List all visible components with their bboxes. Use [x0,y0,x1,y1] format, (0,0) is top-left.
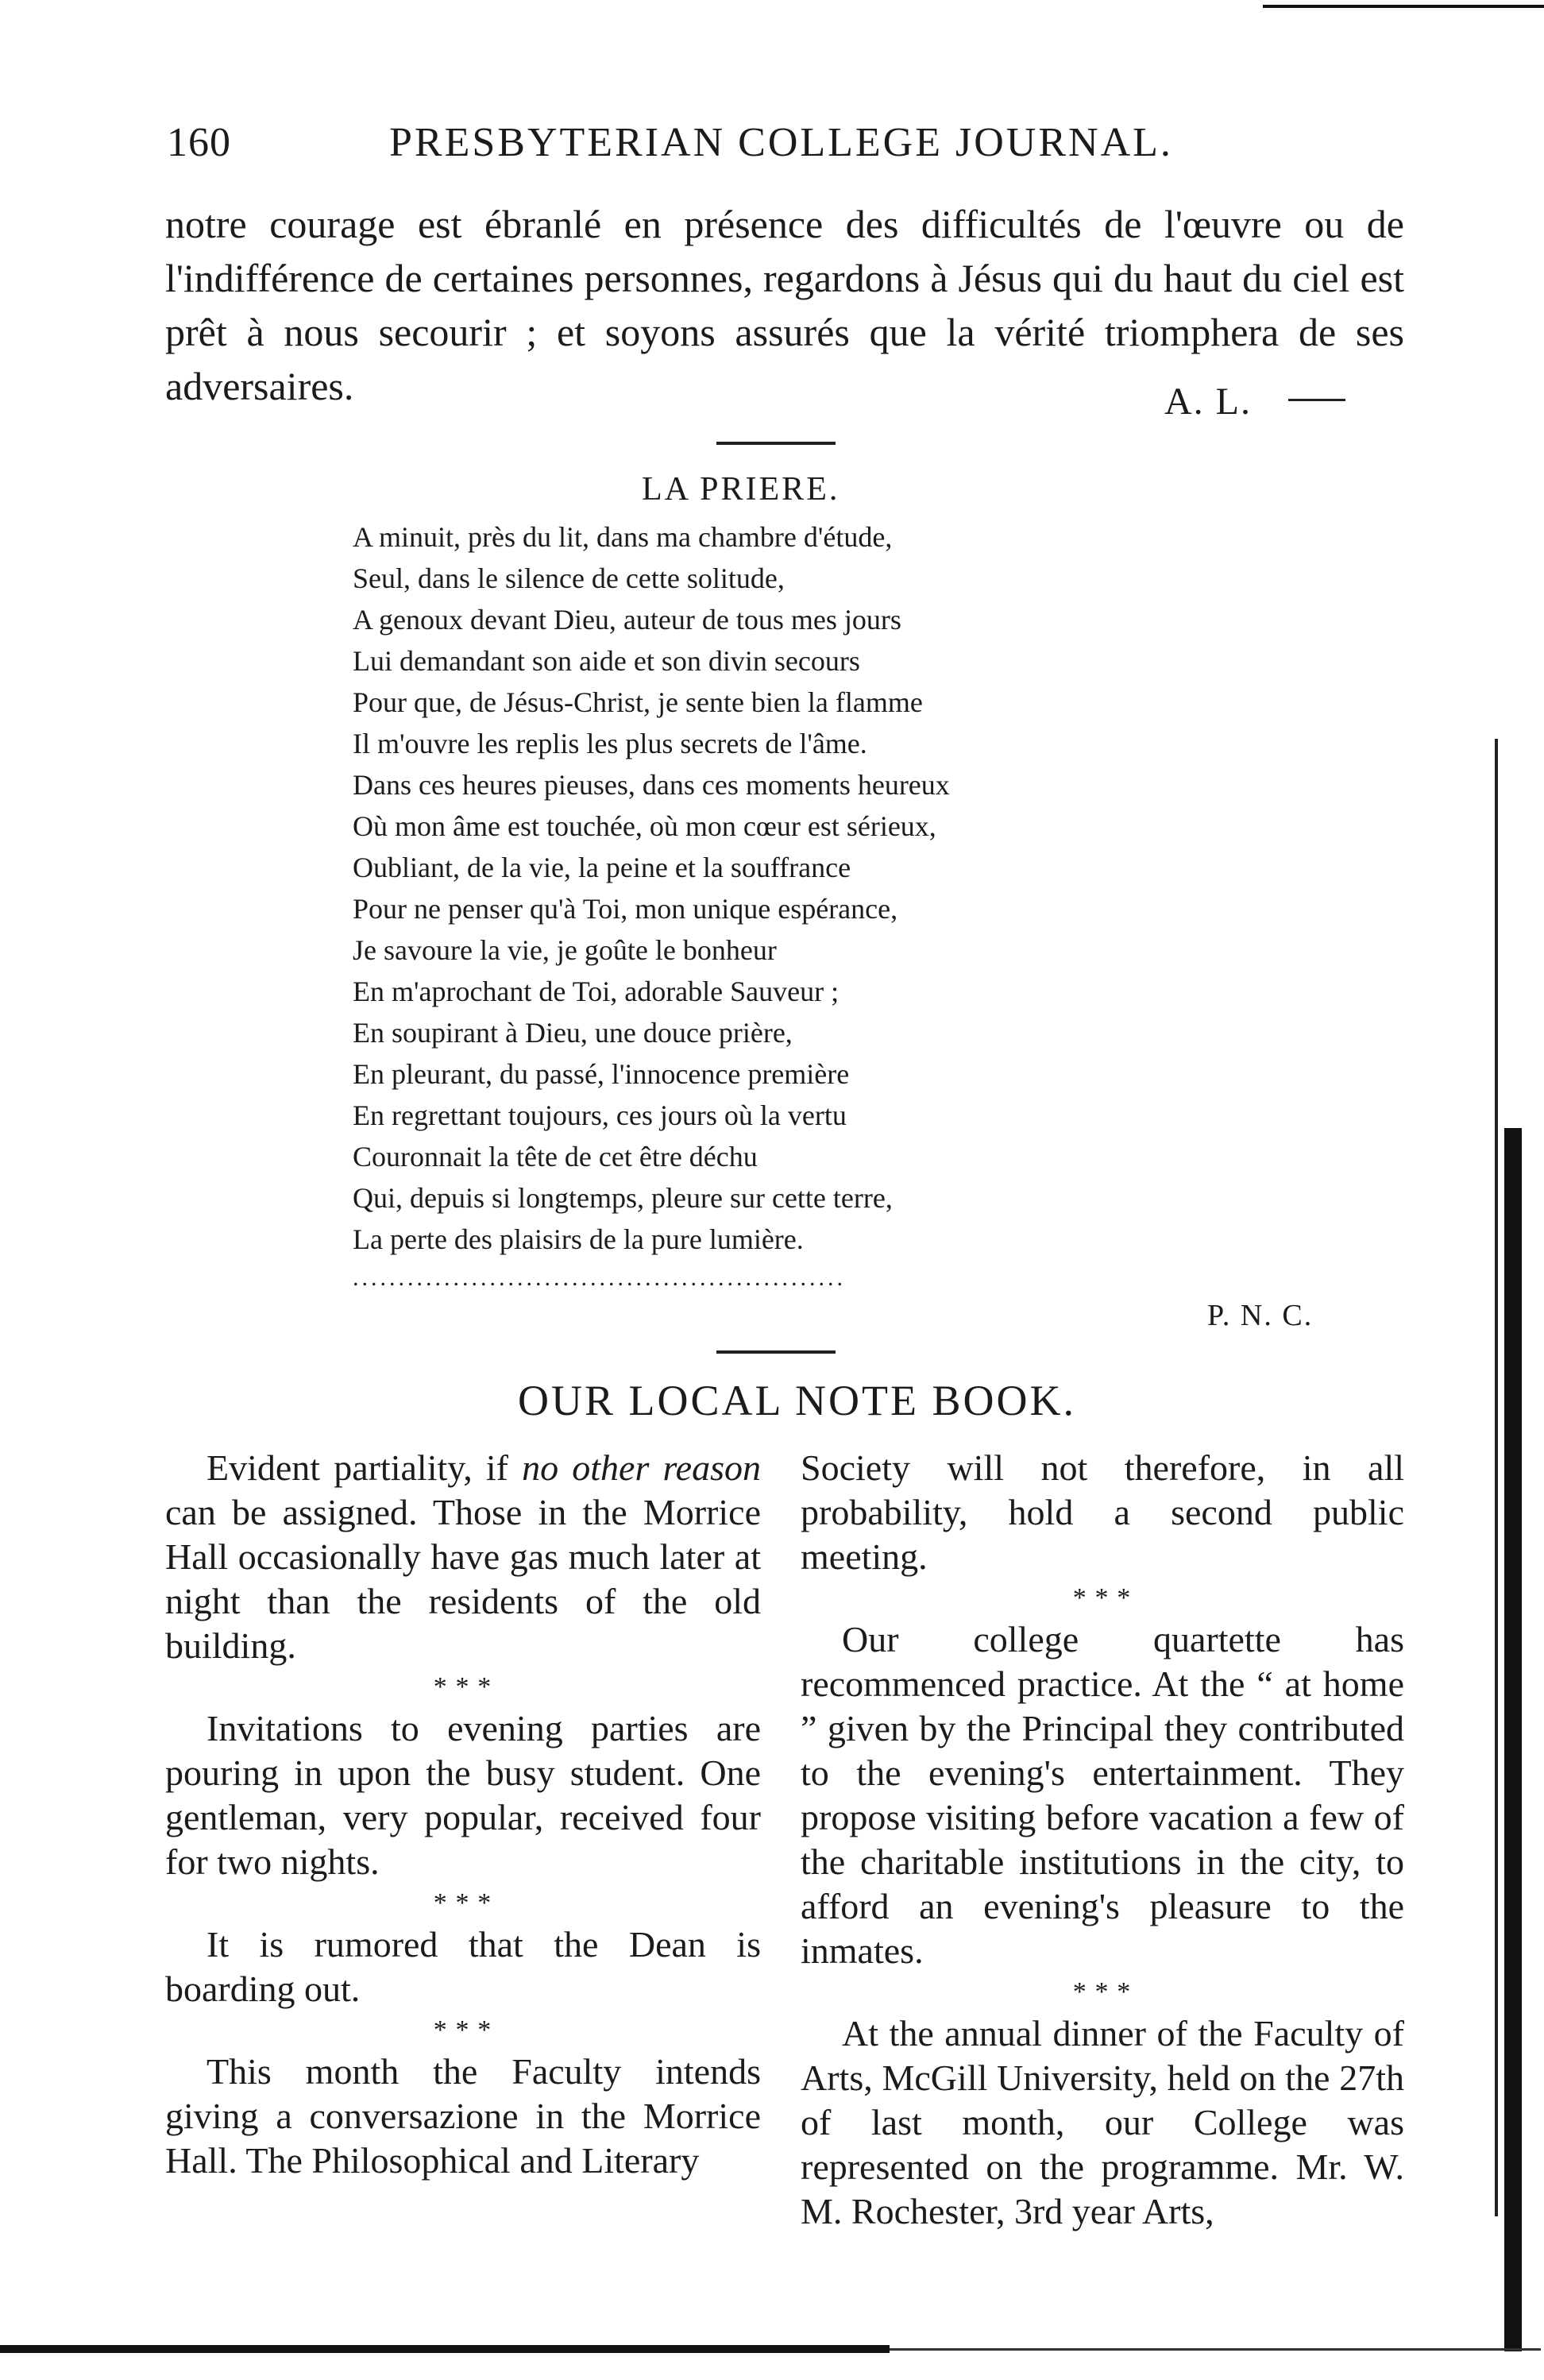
asterism: * * * [1072,1583,1133,1613]
section-title: OUR LOCAL NOTE BOOK. [518,1377,1076,1424]
article-signature: A. L. [1164,381,1252,423]
poem-line: A minuit, près du lit, dans ma chambre d'étude, [353,521,893,553]
signature-dash [1288,399,1345,401]
poem-line: Dans ces heures pieuses, dans ces moments heureux [353,769,950,801]
poem-line: A genoux devant Dieu, auteur de tous mes jours [353,604,901,636]
poem-line: Je savoure la vie, je goûte le bonheur [353,934,777,966]
scan-border-top [1263,5,1544,8]
column-left [165,1446,761,2183]
asterism: * * * [433,1672,493,1702]
poem-title: LA PRIERE. [642,471,840,508]
scan-border-bottom-thin [890,2348,1541,2351]
poem-line: En pleurant, du passé, l'innocence première [353,1058,850,1090]
poem-line: La perte des plaisirs de la pure lumière. [353,1223,804,1255]
note-paragraph: It is rumored that the Dean is boarding out. [165,1924,761,2009]
section-divider [716,442,836,445]
poem-body [353,516,1115,1260]
note-text: can be assigned. Those in the Morrice Hall occasionally have gas much later at night than the residents of the old building. [165,1492,761,1666]
asterism: * * * [1072,1977,1133,2007]
poem-line: Où mon âme est touchée, où mon cœur est sérieux, [353,810,936,842]
poem-line: Qui, depuis si longtemps, pleure sur cette terre, [353,1182,893,1214]
scan-border-right-thick [1504,1128,1522,2351]
note-paragraph: At the annual dinner of the Faculty of Arts, McGill University, held on the 27th of last month, our College was represented on the programme. Mr. W. M. Rochester, 3rd year Arts, [801,2013,1404,2231]
article-closing-text: notre courage est ébranlé en présence des difficultés de l'œuvre ou de l'indifférence de certaines personnes, regardons à Jésus qui du haut du ciel est prêt à nous secourir ; et soyons assurés que la vérité triomphera de ses adversaires. [165,202,1404,408]
note-text: Evident partiality, if [207,1447,523,1488]
scan-border-bottom [0,2345,890,2353]
asterism: * * * [433,1888,493,1918]
section-divider [716,1350,836,1354]
scan-border-right [1495,739,1498,2216]
poem-line: Pour que, de Jésus-Christ, je sente bien la flamme [353,686,923,718]
poem-line: En regrettant toujours, ces jours où la vertu [353,1099,847,1131]
note-paragraph: Society will not therefore, in all probability, hold a second public meeting. [801,1447,1404,1577]
page-number: 160 [167,120,231,165]
poem-line: Pour ne penser qu'à Toi, mon unique espérance, [353,893,898,925]
poem-line: En soupirant à Dieu, une douce prière, [353,1017,793,1049]
poem-line: Seul, dans le silence de cette solitude, [353,562,785,594]
note-italic-text: no other reason [522,1447,761,1488]
poem-line: Lui demandant son aide et son divin secours [353,645,860,677]
note-paragraph: This month the Faculty intends giving a conversazione in the Morrice Hall. The Philosophical and Literary [165,2051,761,2181]
column-right [801,1446,1404,2234]
poem-line: Oubliant, de la vie, la peine et la souffrance [353,852,851,883]
note-paragraph: Our college quartette has recommenced practice. At the “ at home ” given by the Principal they contributed to the evening's entertainment. They propose visiting before vacation a few of the charitable institutions in the city, to afford an evening's pleasure to the inmates. [801,1619,1404,1971]
asterism: * * * [433,2015,493,2045]
journal-title: PRESBYTERIAN COLLEGE JOURNAL. [389,120,1173,165]
poem-line: Couronnait la tête de cet être déchu [353,1141,758,1173]
poem-dotted-rule: ...................................................... [353,1265,846,1291]
note-paragraph: Invitations to evening parties are pouring in upon the busy student. One gentleman, very popular, received four for two nights. [165,1708,761,1882]
poem-signature: P. N. C. [1207,1299,1314,1332]
poem-line: En m'aprochant de Toi, adorable Sauveur ; [353,976,840,1007]
poem-line: Il m'ouvre les replis les plus secrets de l'âme. [353,728,867,759]
note-paragraph [165,1446,761,1668]
